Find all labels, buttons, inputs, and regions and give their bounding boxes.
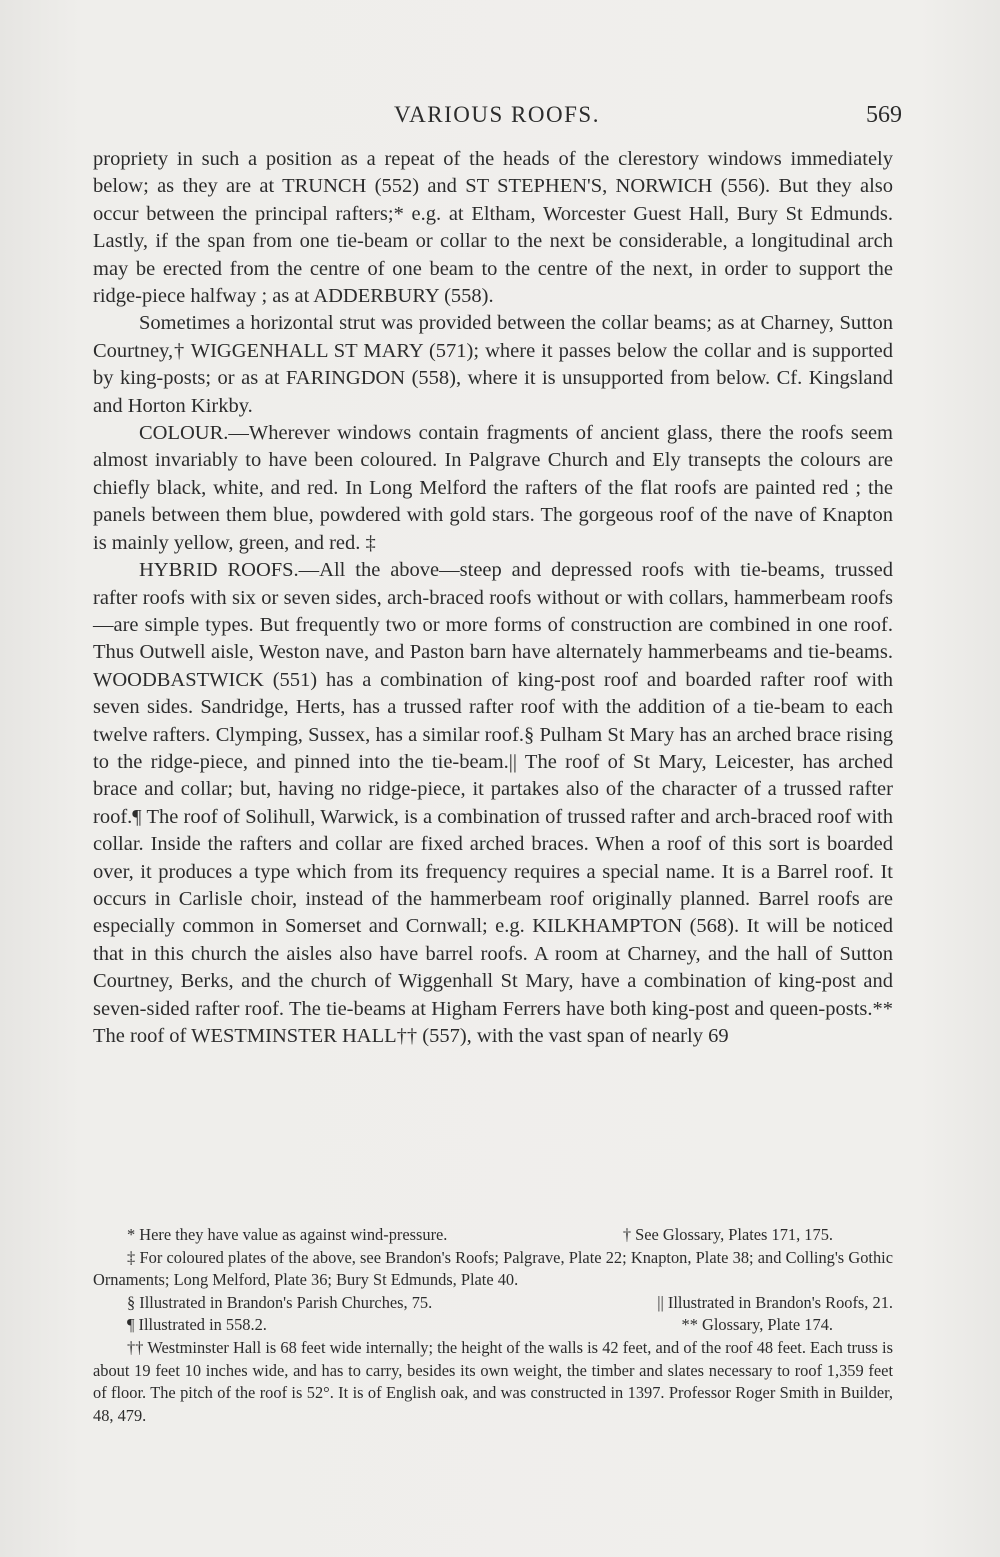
footnotes — [93, 1224, 893, 1427]
footnote-illustrated-558: ¶ Illustrated in 558.2. — [127, 1315, 267, 1335]
footnote-row-3 — [93, 1292, 893, 1315]
paragraph-colour: COLOUR.—Wherever windows contain fragments of ancient glass, there the roofs seem almost invariably to have been coloured. In Palgrave Church and Ely transepts the colours are chiefly black, white, and red. In Long Melford the rafters of the flat roofs are painted red ; the panels between them blue, powdered with gold stars. The gorgeous roof of the nave of Knapton is mainly yellow, green, and red. ‡ — [93, 422, 893, 554]
footnote-westminster-hall: †† Westminster Hall is 68 feet wide internally; the height of the walls is 42 feet, and of the roof 48 feet. Each truss is about 19 feet 10 inches wide, and has to carry, besides its own weight, the timber and slates necessary to roof 1,359 feet of floor. The pitch of the roof is 52°. It is of English oak, and was constructed in 1397. Professor Roger Smith in Builder, 48, 479. — [93, 1337, 893, 1425]
page-number: 569 — [866, 102, 902, 128]
footnote-parish-churches: § Illustrated in Brandon's Parish Churches, 75. — [127, 1292, 433, 1312]
body-text — [93, 146, 893, 1050]
paragraph-hybrid-roofs: HYBRID ROOFS.—All the above—steep and depressed roofs with tie-beams, trussed rafter roofs with six or seven sides, arch-braced roofs without or with collars, hammerbeam roofs—are simple types. But frequently two or more forms of construction are combined in one roof. Thus Outwell aisle, Weston nave, and Paston barn have alternately hammerbeams and tie-beams. WOODBASTWICK (551) has a combination of king-post roof and boarded rafter roof with seven sides. Sandridge, Herts, has a trussed rafter roof with the addition of a tie-beam to each twelve rafters. Clymping, Sussex, has a similar roof.§ Pulham St Mary has an arched brace rising to the ridge-piece, and pinned into the tie-beam.|| The roof of St Mary, Leicester, has arched brace and collar; but, having no ridge-piece, it partakes also of the character of a trussed rafter roof.¶ The roof of Solihull, Warwick, is a combination of trussed rafter and arch-braced roof with collar. Inside the rafters and collar are fixed arched braces. When a roof of this sort is boarded over, it produces a type which from its frequency requires a special name. It is a Barrel roof. It occurs in Carlisle choir, instead of the hammerbeam roof originally planned. Barrel roofs are especially common in Somerset and Cornwall; e.g. KILKHAMPTON (568). It will be noticed that in this church the aisles also have barrel roofs. A room at Charney, and the hall of Sutton Courtney, Berks, and the church of Wiggenhall St Mary, have a combination of king-post and seven-sided rafter roof. The tie-beams at Higham Ferrers have both king-post and queen-posts.** The roof of WESTMINSTER HALL†† (557), with the vast span of nearly 69 — [93, 559, 893, 1047]
running-head — [92, 100, 902, 134]
footnote-wind-pressure: * Here they have value as against wind-pressure. — [127, 1225, 448, 1244]
paragraph-continued: propriety in such a position as a repeat of the heads of the clerestory windows immediately below; as they are at TRUNCH (552) and ST STEPHEN'S, NORWICH (556). But they also occur between the principal rafters;* e.g. at Eltham, Worcester Guest Hall, Bury St Edmunds. Lastly, if the span from one tie-beam or collar to the next be considerable, a longitudinal arch may be erected from the centre of one beam to the centre of the next, in order to support the ridge-piece halfway ; as at ADDERBURY (558). — [93, 148, 893, 308]
footnote-brandons-roofs: || Illustrated in Brandon's Roofs, 21. — [657, 1292, 893, 1312]
running-title: VARIOUS ROOFS. — [394, 102, 600, 127]
footnote-row-4 — [93, 1314, 893, 1337]
footnote-glossary-plates: † See Glossary, Plates 171, 175. — [622, 1225, 833, 1244]
footnote-glossary-174: ** Glossary, Plate 174. — [681, 1315, 833, 1335]
footnote-row-1 — [93, 1224, 893, 1247]
footnote-coloured-plates: ‡ For coloured plates of the above, see Brandon's Roofs; Palgrave, Plate 22; Knapton, Plate 38; and Colling's Gothic Ornaments; Long Melford, Plate 36; Bury St Edmunds, Plate 40. — [93, 1247, 893, 1290]
paragraph-horizontal-strut: Sometimes a horizontal strut was provided between the collar beams; as at Charney, Sutton Courtney,† WIGGENHALL ST MARY (571); where it passes below the collar and is supported by king-posts; or as at FARINGDON (558), where it is unsupported from below. Cf. Kingsland and Horton Kirkby. — [93, 312, 893, 417]
